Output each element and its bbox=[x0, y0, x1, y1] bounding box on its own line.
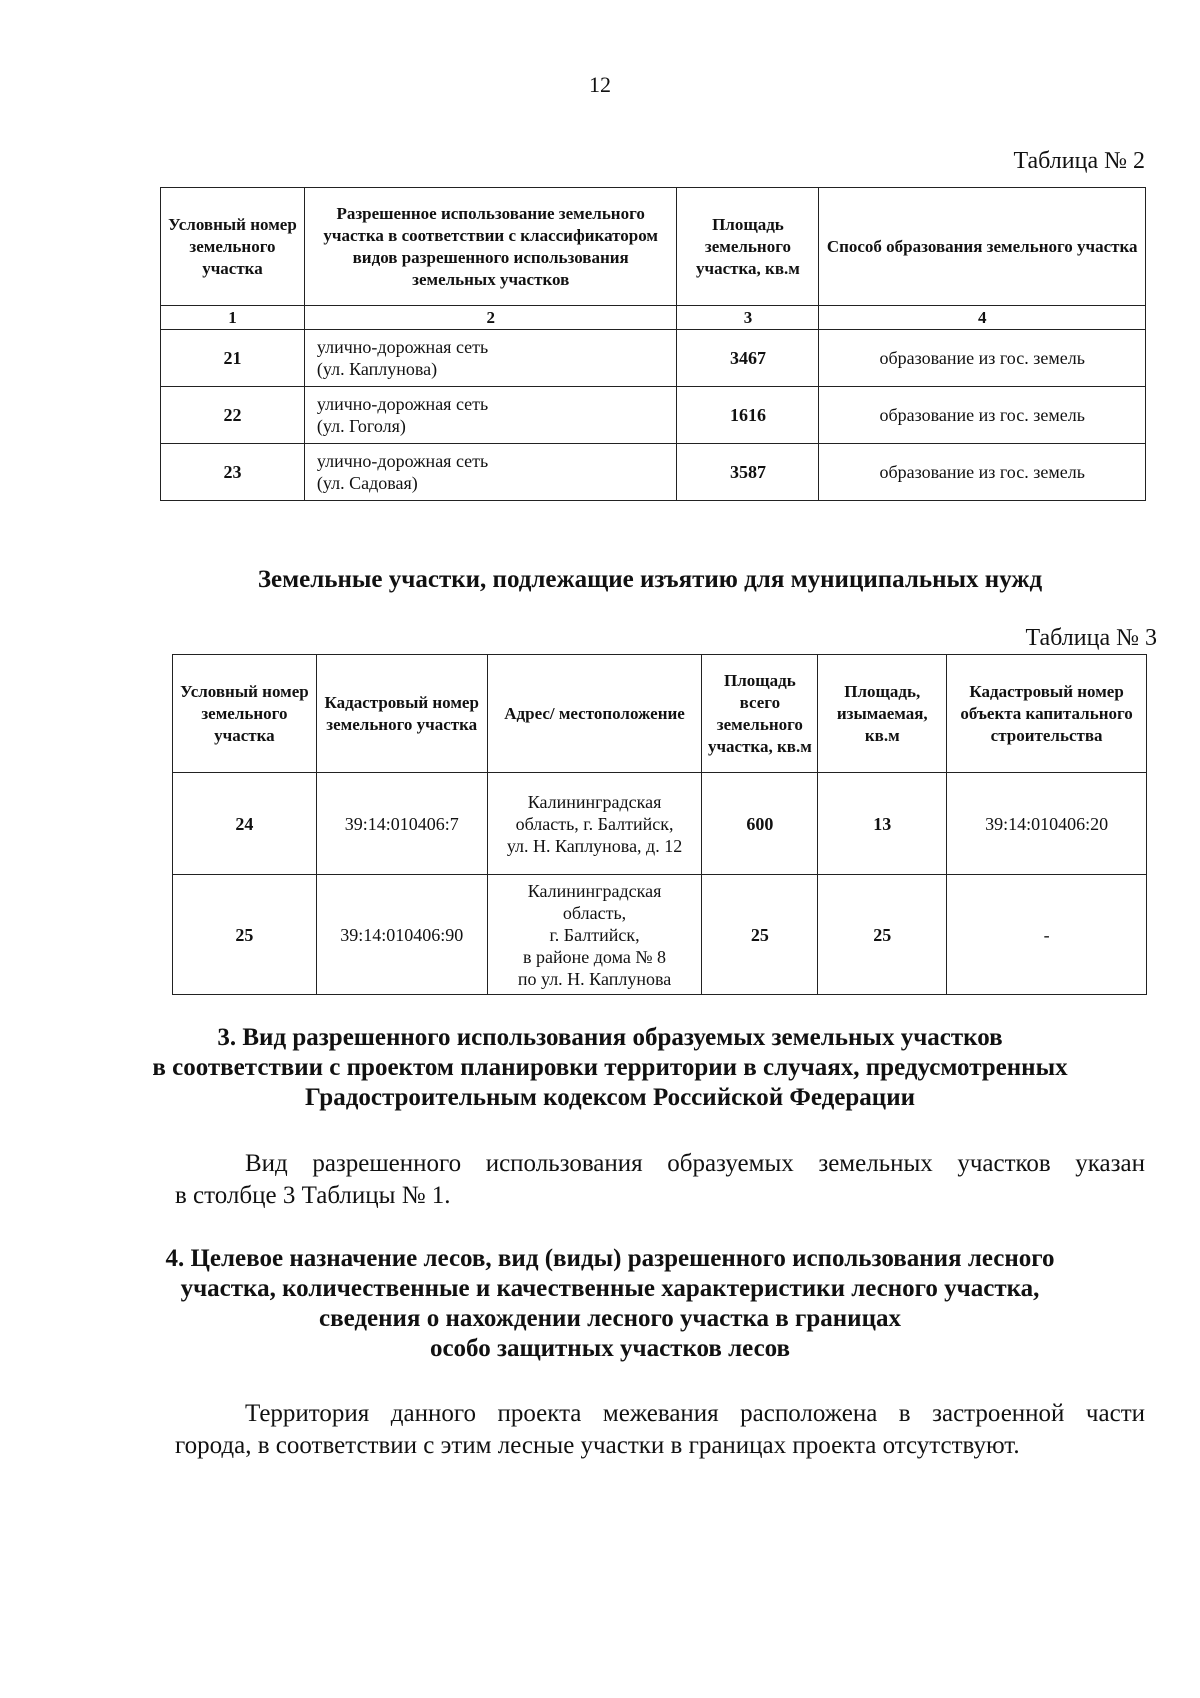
plot-number: 25 bbox=[173, 875, 317, 995]
use-line: улично-дорожная сеть bbox=[316, 337, 489, 357]
section3-title-line: Градостроительным кодексом Российской Федерации bbox=[304, 1084, 916, 1111]
plot-number: 22 bbox=[161, 387, 305, 444]
section4-title bbox=[150, 1244, 1070, 1364]
cadastral-number: 39:14:010406:90 bbox=[316, 875, 487, 995]
table2-caption: Таблица № 2 bbox=[1013, 148, 1145, 174]
formation-method: образование из гос. земель bbox=[819, 387, 1146, 444]
table2-index-cell: 4 bbox=[819, 306, 1146, 330]
use-line: улично-дорожная сеть bbox=[316, 394, 489, 414]
address bbox=[487, 773, 702, 875]
table3-header-cell: Адрес/ местоположение bbox=[487, 655, 702, 773]
seized-area: 25 bbox=[818, 875, 947, 995]
address-line: Калининградская bbox=[527, 880, 662, 901]
page-number: 12 bbox=[589, 72, 611, 97]
use-line: (ул. Садовая) bbox=[316, 473, 418, 493]
table2-index-cell: 1 bbox=[161, 306, 305, 330]
total-area: 600 bbox=[702, 773, 818, 875]
seizure-section-title: Земельные участки, подлежащие изъятию для муниципальных нужд bbox=[257, 566, 1043, 593]
plot-area: 3467 bbox=[677, 330, 819, 387]
address-line: в районе дома № 8 bbox=[523, 946, 667, 967]
cadastral-number: 39:14:010406:7 bbox=[316, 773, 487, 875]
table2-header-cell: Разрешенное использование земельного участка в соответствии с классификатором видов разрешенного использования земельных участков bbox=[304, 188, 677, 306]
section3-title-line: 3. Вид разрешенного использования образуемых земельных участков bbox=[217, 1024, 1003, 1051]
plot-number: 23 bbox=[161, 444, 305, 501]
table-row bbox=[173, 773, 1147, 875]
address-line: область, г. Балтийск, bbox=[515, 813, 674, 834]
table-row bbox=[161, 444, 1146, 501]
building-cadastral-number: 39:14:010406:20 bbox=[947, 773, 1147, 875]
address bbox=[487, 875, 702, 995]
table3-header-cell: Условный номер земельного участка bbox=[173, 655, 317, 773]
table2-header-row bbox=[161, 188, 1146, 306]
table2-header-cell: Условный номер земельного участка bbox=[161, 188, 305, 306]
address-line: область, bbox=[562, 902, 627, 923]
paragraph-line: Вид разрешенного использования образуемых земельных участков указан bbox=[245, 1150, 1145, 1177]
table3-caption: Таблица № 3 bbox=[1025, 625, 1157, 651]
total-area: 25 bbox=[702, 875, 818, 995]
address-line: Калининградская bbox=[527, 791, 662, 812]
use-line: (ул. Гоголя) bbox=[316, 416, 406, 436]
table2-index-cell: 2 bbox=[304, 306, 677, 330]
address-line: ул. Н. Каплунова, д. 12 bbox=[506, 835, 683, 856]
section4-title-line: 4. Целевое назначение лесов, вид (виды) разрешенного использования лесного bbox=[165, 1245, 1055, 1272]
plot-area: 3587 bbox=[677, 444, 819, 501]
permitted-use bbox=[304, 387, 677, 444]
building-cadastral-number: - bbox=[947, 875, 1147, 995]
table2-header-cell: Площадь земельного участка, кв.м bbox=[677, 188, 819, 306]
table3-header-cell: Кадастровый номер объекта капитального строительства bbox=[947, 655, 1147, 773]
section4-title-line: сведения о нахождении лесного участка в границах bbox=[319, 1305, 901, 1332]
section4-title-line: особо защитных участков лесов bbox=[429, 1335, 791, 1362]
formation-method: образование из гос. земель bbox=[819, 444, 1146, 501]
seized-area: 13 bbox=[818, 773, 947, 875]
table-row bbox=[173, 875, 1147, 995]
section3-title bbox=[150, 1023, 1070, 1113]
table3-header-row bbox=[173, 655, 1147, 773]
paragraph-line: Территория данного проекта межевания расположена в застроенной части bbox=[245, 1400, 1145, 1427]
table3-header-cell: Площадь, изымаемая, кв.м bbox=[818, 655, 947, 773]
table-row bbox=[161, 330, 1146, 387]
plot-area: 1616 bbox=[677, 387, 819, 444]
plot-number: 21 bbox=[161, 330, 305, 387]
section3-paragraph bbox=[175, 1148, 1145, 1212]
address-line: г. Балтийск, bbox=[549, 924, 640, 945]
plot-number: 24 bbox=[173, 773, 317, 875]
use-line: (ул. Каплунова) bbox=[316, 359, 438, 379]
table3 bbox=[172, 654, 1147, 995]
permitted-use bbox=[304, 444, 677, 501]
table3-header-cell: Площадь всего земельного участка, кв.м bbox=[702, 655, 818, 773]
table-row bbox=[161, 387, 1146, 444]
use-line: улично-дорожная сеть bbox=[316, 451, 489, 471]
address-line: по ул. Н. Каплунова bbox=[517, 968, 672, 989]
paragraph-line: города, в соответствии с этим лесные участки в границах проекта отсутствуют. bbox=[175, 1432, 1020, 1459]
section4-paragraph bbox=[175, 1398, 1145, 1462]
table2-index-cell: 3 bbox=[677, 306, 819, 330]
paragraph-line: в столбце 3 Таблицы № 1. bbox=[175, 1182, 451, 1209]
table2 bbox=[160, 187, 1146, 501]
table3-header-cell: Кадастровый номер земельного участка bbox=[316, 655, 487, 773]
section3-title-line: в соответствии с проектом планировки территории в случаях, предусмотренных bbox=[152, 1054, 1068, 1081]
table2-header-cell: Способ образования земельного участка bbox=[819, 188, 1146, 306]
permitted-use bbox=[304, 330, 677, 387]
section4-title-line: участка, количественные и качественные характеристики лесного участка, bbox=[180, 1275, 1040, 1302]
formation-method: образование из гос. земель bbox=[819, 330, 1146, 387]
table2-index-row bbox=[161, 306, 1146, 330]
